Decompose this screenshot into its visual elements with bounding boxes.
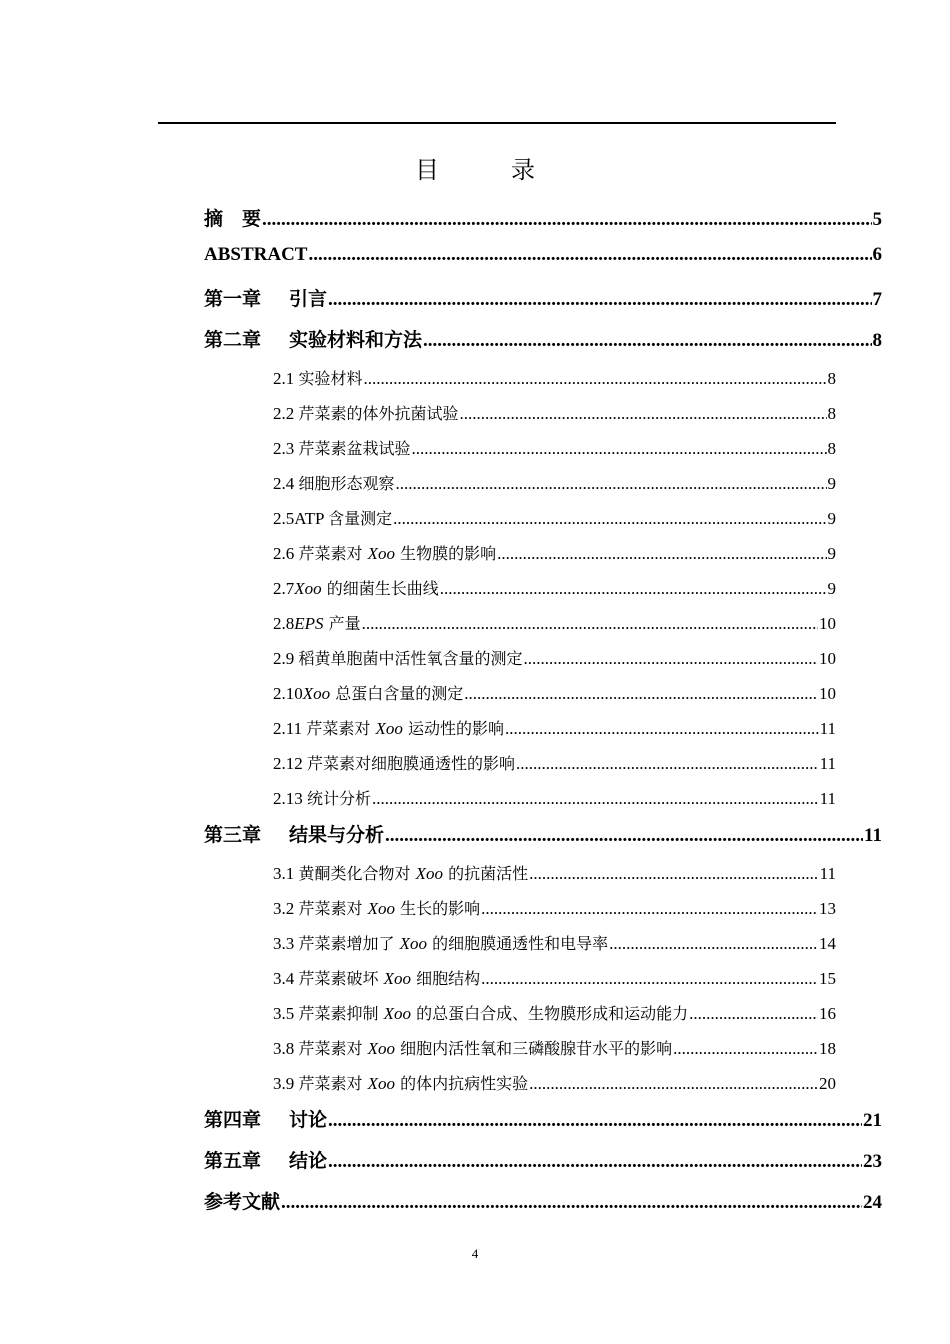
toc-entry-section[interactable] <box>273 786 836 812</box>
chapter-number: 第五章 <box>204 1150 262 1172</box>
leader-dots <box>516 754 819 774</box>
leader-dots <box>328 289 871 311</box>
toc-entry-section[interactable] <box>273 896 836 922</box>
toc-entry-abstract-en[interactable] <box>204 244 882 274</box>
entry-page: 8 <box>872 330 882 351</box>
section-number: 2.7 <box>273 579 295 598</box>
section-text: 芹菜素的体外抗菌试验 <box>298 404 459 423</box>
entry-label: 参考文献 <box>204 1191 281 1213</box>
leader-dots <box>308 244 871 266</box>
leader-dots <box>372 789 819 809</box>
toc-entry-section[interactable] <box>273 966 836 992</box>
section-text: 芹菜素抑制 <box>298 1004 384 1023</box>
section-text: 细胞形态观察 <box>298 474 395 493</box>
section-number: 2.11 <box>273 719 307 738</box>
entry-page: 23 <box>863 1151 882 1172</box>
leader-dots <box>481 899 818 919</box>
leader-dots <box>673 1039 818 1059</box>
section-number: 3.3 <box>273 934 299 953</box>
section-text: 生长的影响 <box>394 899 481 918</box>
section-text: 总蛋白含量的测定 <box>330 684 464 703</box>
section-text: 运动性的影响 <box>402 719 504 738</box>
section-number: 3.8 <box>273 1039 299 1058</box>
leader-dots <box>393 509 826 529</box>
entry-page: 11 <box>864 825 882 846</box>
section-italic: EPS <box>294 614 324 633</box>
toc-entry-chapter-5[interactable] <box>204 1146 882 1176</box>
entry-page: 9 <box>827 544 836 563</box>
toc-entry-section[interactable] <box>273 436 836 462</box>
section-number: 2.12 <box>273 754 307 773</box>
toc-entry-section[interactable] <box>273 931 836 957</box>
section-number: 2.2 <box>273 404 299 423</box>
leader-dots <box>529 864 819 884</box>
entry-label: ABSTRACT <box>204 244 308 265</box>
section-text: 芹菜素破坏 <box>298 969 384 988</box>
entry-page: 13 <box>819 899 836 918</box>
section-number: 3.1 <box>273 864 299 883</box>
chapter-number: 第一章 <box>204 288 262 310</box>
section-text: 芹菜素增加了 <box>298 934 400 953</box>
entry-page: 8 <box>827 369 836 388</box>
section-number: 2.10 <box>273 684 303 703</box>
leader-dots <box>464 684 818 704</box>
section-number: 2.8 <box>273 614 295 633</box>
section-text: 芹菜素对细胞膜通透性的影响 <box>307 754 516 773</box>
section-number: 2.3 <box>273 439 299 458</box>
section-text: 的总蛋白合成、生物膜形成和运动能力 <box>410 1004 689 1023</box>
leader-dots <box>440 579 827 599</box>
section-text: 细胞内活性氧和三磷酸腺苷水平的影响 <box>394 1039 673 1058</box>
section-italic: Xoo <box>367 1074 395 1093</box>
chapter-title: 实验材料和方法 <box>289 329 423 351</box>
chapter-title: 结果与分析 <box>289 824 385 846</box>
entry-page: 11 <box>819 864 836 883</box>
section-number: 3.4 <box>273 969 299 988</box>
section-text: 的抗菌活性 <box>442 864 529 883</box>
entry-page: 11 <box>819 754 836 773</box>
leader-dots <box>689 1004 818 1024</box>
section-text: 黄酮类化合物对 <box>298 864 416 883</box>
toc-entry-section[interactable] <box>273 576 836 602</box>
entry-page: 10 <box>819 684 836 703</box>
entry-page: 11 <box>819 789 836 808</box>
entry-label: 摘 要 <box>204 208 262 230</box>
toc-entry-section[interactable] <box>273 611 836 637</box>
section-italic: Xoo <box>415 864 443 883</box>
section-text: 细胞结构 <box>410 969 481 988</box>
section-italic: Xoo <box>383 1004 411 1023</box>
leader-dots <box>460 404 827 424</box>
chapter-title: 讨论 <box>289 1109 328 1131</box>
leader-dots <box>497 544 826 564</box>
leader-dots <box>529 1074 818 1094</box>
chapter-number: 第三章 <box>204 824 262 846</box>
entry-page: 18 <box>819 1039 836 1058</box>
toc-entry-section[interactable] <box>273 751 836 777</box>
toc-entry-section[interactable] <box>273 366 836 392</box>
chapter-number: 第二章 <box>204 329 262 351</box>
section-text: 产量 <box>323 614 361 633</box>
leader-dots <box>362 614 818 634</box>
leader-dots <box>609 934 818 954</box>
entry-page: 9 <box>827 474 836 493</box>
entry-page: 6 <box>872 244 882 265</box>
entry-page: 16 <box>819 1004 836 1023</box>
section-number: 2.4 <box>273 474 299 493</box>
section-italic: Xoo <box>367 1039 395 1058</box>
entry-page: 9 <box>827 579 836 598</box>
entry-page: 8 <box>827 439 836 458</box>
toc-entry-section[interactable] <box>273 471 836 497</box>
section-italic: Xoo <box>302 684 331 703</box>
chapter-number: 第四章 <box>204 1109 262 1131</box>
section-text: 生物膜的影响 <box>394 544 497 563</box>
toc-title: 目 录 <box>415 156 559 184</box>
toc-entry-chapter-3[interactable] <box>204 820 882 850</box>
entry-page: 14 <box>819 934 836 953</box>
leader-dots <box>481 969 818 989</box>
entry-page: 9 <box>827 509 836 528</box>
entry-page: 20 <box>819 1074 836 1093</box>
toc-entry-chapter-1[interactable] <box>204 284 882 314</box>
section-number: 2.1 <box>273 369 299 388</box>
section-text: 芹菜素对 <box>298 544 368 563</box>
section-number: 3.9 <box>273 1074 299 1093</box>
section-text: 芹菜素对 <box>306 719 376 738</box>
entry-page: 8 <box>827 404 836 423</box>
leader-dots <box>412 439 827 459</box>
section-italic: Xoo <box>375 719 403 738</box>
leader-dots <box>364 369 827 389</box>
leader-dots <box>396 474 827 494</box>
section-text: 的细胞膜通透性和电导率 <box>426 934 609 953</box>
section-text: 芹菜素盆栽试验 <box>298 439 411 458</box>
leader-dots <box>262 209 871 231</box>
chapter-title: 引言 <box>289 288 328 310</box>
leader-dots <box>328 1151 862 1173</box>
section-italic: Xoo <box>399 934 427 953</box>
toc-entry-section[interactable] <box>273 681 836 707</box>
toc-entry-section[interactable] <box>273 1001 836 1027</box>
chapter-title: 结论 <box>289 1150 328 1172</box>
leader-dots <box>328 1110 862 1132</box>
section-text: 芹菜素对 <box>298 899 368 918</box>
header-rule <box>158 122 836 124</box>
section-italic: Xoo <box>383 969 411 988</box>
entry-page: 21 <box>863 1110 882 1131</box>
page-number: 4 <box>471 1246 479 1261</box>
section-number: 2.13 <box>273 789 307 808</box>
section-text: 统计分析 <box>307 789 372 808</box>
toc-entry-abstract-cn[interactable] <box>204 204 882 234</box>
toc-entry-section[interactable] <box>273 646 836 672</box>
toc-entry-section[interactable] <box>273 1071 836 1097</box>
toc-entry-chapter-4[interactable] <box>204 1105 882 1135</box>
section-number: 2.5ATP <box>273 509 329 528</box>
section-italic: Xoo <box>367 544 395 563</box>
section-text: 芹菜素对 <box>298 1039 368 1058</box>
section-text: 实验材料 <box>298 369 363 388</box>
leader-dots <box>281 1192 862 1214</box>
toc-entry-section[interactable] <box>273 716 836 742</box>
section-italic: Xoo <box>294 579 322 598</box>
entry-page: 5 <box>872 209 882 230</box>
leader-dots <box>423 330 871 352</box>
entry-page: 11 <box>819 719 836 738</box>
toc-entry-section[interactable] <box>273 541 836 567</box>
toc-entry-section[interactable] <box>273 506 836 532</box>
section-text: 稻黄单胞菌中活性氧含量的测定 <box>298 649 523 668</box>
toc-entry-chapter-2[interactable] <box>204 325 882 355</box>
section-text: 的细菌生长曲线 <box>321 579 439 598</box>
section-text: 含量测定 <box>328 509 393 528</box>
section-number: 2.6 <box>273 544 299 563</box>
section-text: 芹菜素对 <box>298 1074 368 1093</box>
section-number: 2.9 <box>273 649 299 668</box>
toc-entry-section[interactable] <box>273 1036 836 1062</box>
entry-page: 10 <box>819 649 836 668</box>
toc-entry-references[interactable] <box>204 1187 882 1217</box>
leader-dots <box>505 719 819 739</box>
section-number: 3.2 <box>273 899 299 918</box>
entry-page: 24 <box>863 1192 882 1213</box>
entry-page: 7 <box>872 289 882 310</box>
section-number: 3.5 <box>273 1004 299 1023</box>
toc-entry-section[interactable] <box>273 401 836 427</box>
entry-page: 10 <box>819 614 836 633</box>
toc-entry-section[interactable] <box>273 861 836 887</box>
section-italic: Xoo <box>367 899 395 918</box>
section-text: 的体内抗病性实验 <box>394 1074 529 1093</box>
entry-page: 15 <box>819 969 836 988</box>
leader-dots <box>524 649 818 669</box>
leader-dots <box>385 825 863 847</box>
